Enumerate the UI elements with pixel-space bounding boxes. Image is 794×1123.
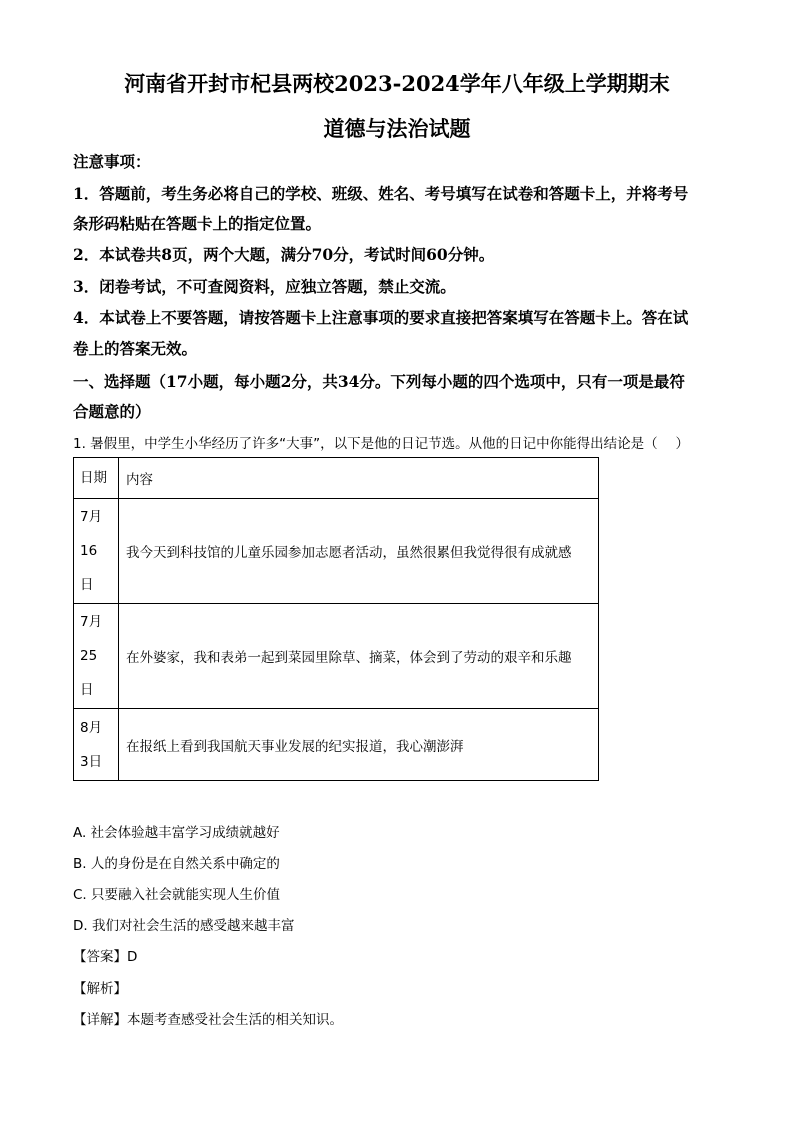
row-1-date-suffix: 日 bbox=[80, 577, 94, 593]
detail-line: 【详解】本题考查感受社会生活的相关知识。 bbox=[73, 1012, 343, 1028]
row-1-date-month: 7月 bbox=[80, 509, 103, 525]
table-header-content: 内容 bbox=[119, 458, 599, 499]
row-2-date bbox=[74, 604, 119, 709]
question-1-stem: 1. 暑假里，中学生小华经历了许多“大事”，以下是他的日记节选。从他的日记中你能得出结论是（ ） bbox=[73, 436, 689, 452]
table-row bbox=[74, 499, 599, 604]
row-2-date-suffix: 日 bbox=[80, 682, 94, 698]
row-3-date-month: 8月 bbox=[80, 719, 103, 736]
option-b: B. 人的身份是在自然关系中确定的 bbox=[73, 856, 280, 872]
row-2-date-day: 25 bbox=[80, 648, 98, 664]
table-row bbox=[74, 709, 599, 781]
notice-item-2: 2．本试卷共8页，两个大题，满分70分，考试时间60分钟。 bbox=[73, 245, 495, 264]
analysis-label: 【解析】 bbox=[73, 981, 127, 997]
option-c: C. 只要融入社会就能实现人生价值 bbox=[73, 887, 281, 903]
row-2-content: 在外婆家，我和表弟一起到菜园里除草、摘菜，体会到了劳动的艰辛和乐趣 bbox=[119, 604, 599, 709]
notice-heading: 注意事项： bbox=[73, 152, 151, 171]
diary-table bbox=[73, 457, 599, 781]
notice-item-4-line-1: 4．本试卷上不要答题，请按答题卡上注意事项的要求直接把答案填写在答题卡上。答在试 bbox=[73, 308, 689, 327]
row-1-date-day: 16 bbox=[80, 543, 98, 559]
option-a: A. 社会体验越丰富学习成绩就越好 bbox=[73, 825, 280, 841]
section-heading-line-1: 一、选择题（17小题，每小题2分，共34分。下列每小题的四个选项中，只有一项是最符 bbox=[73, 372, 685, 391]
row-3-content: 在报纸上看到我国航天事业发展的纪实报道，我心潮澎湃 bbox=[119, 709, 599, 781]
row-1-content: 我今天到科技馆的儿童乐园参加志愿者活动，虽然很累但我觉得很有成就感 bbox=[119, 499, 599, 604]
table-header-date: 日期 bbox=[74, 458, 119, 499]
table-header-row bbox=[74, 458, 599, 499]
row-3-date-day: 3日 bbox=[80, 753, 103, 770]
section-heading-line-2: 合题意的） bbox=[73, 402, 151, 421]
exam-title: 河南省开封市杞县两校2023-2024学年八年级上学期期末 bbox=[124, 71, 670, 96]
row-1-date bbox=[74, 499, 119, 604]
table-row bbox=[74, 604, 599, 709]
notice-item-4-line-2: 卷上的答案无效。 bbox=[73, 339, 198, 358]
row-3-date bbox=[74, 709, 119, 781]
exam-subtitle: 道德与法治试题 bbox=[323, 116, 471, 141]
answer-line: 【答案】D bbox=[73, 949, 138, 965]
notice-item-1-line-2: 条形码粘贴在答题卡上的指定位置。 bbox=[73, 214, 322, 233]
row-2-date-month: 7月 bbox=[80, 614, 103, 630]
option-d: D. 我们对社会生活的感受越来越丰富 bbox=[73, 918, 295, 934]
notice-item-3: 3．闭卷考试，不可查阅资料，应独立答题，禁止交流。 bbox=[73, 277, 456, 296]
notice-item-1-line-1: 1．答题前，考生务必将自己的学校、班级、姓名、考号填写在试卷和答题卡上，并将考号 bbox=[73, 184, 689, 203]
